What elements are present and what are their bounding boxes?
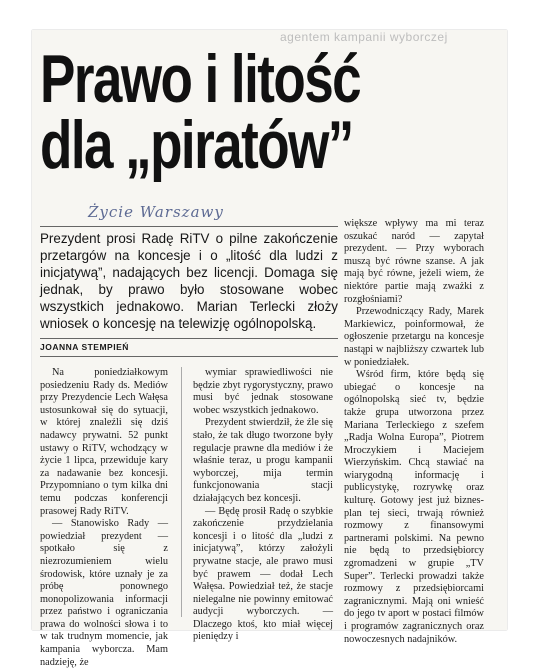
byline-rule [40,338,338,339]
handwritten-source-note: Życie Warszawy [88,203,224,221]
article-column-1 [40,367,168,669]
paragraph: — Stanowisko Rady — powiedział prezydent — spotkało się z niezrozumieniem wielu środowisk, które uznały je za próbę ponownego monopolizowania informacji przez państwo i ograniczania prawa do wolności słowa i to w tak trudnym momencie, jak kampania wyborcza. Mam nadzieję, że [40,518,168,668]
lead-top-rule [40,226,338,227]
paragraph: wymiar sprawiedliwości nie będzie zbyt rygorystyczny, prawo musi być jednak stosowane wobec wszystkich jednakowo. [193,367,333,416]
paragraph: Na poniedziałkowym posiedzeniu Rady ds. Mediów przy Prezydencie Lech Wałęsa ustosunkował się do sytuacji, w której znaleźli się dziś nadawcy prywatni. 52 punkt ustawy o RiTV, wchodzący w życie 1 lipca, przewiduje kary za nadawanie bez koncesji. Przypomniano o tym kilka dni temu podczas konferencji prasowej Rady RiTV. [40,367,168,517]
article-column-3 [344,218,484,646]
paragraph: większe wpływy ma mi teraz oszukać naród — zapytał prezydent. — Przy wyborach muszą być równe szanse. A jak mają być równe, jeżeli wiem, że niektóre partie mają zważki z rozgłośniami? [344,218,484,305]
byline: JOANNA STEMPIEŃ [40,342,129,352]
paragraph: Przewodniczący Rady, Marek Markiewicz, poinformował, że ogłoszenie przetargu na koncesje nastąpi w najbliższy czwartek lub w poniedziałek. [344,306,484,368]
faded-header-text: agentem kampanii wyborczej [280,30,448,44]
headline-line-2: dla „piratów” [40,107,353,183]
body-top-rule [40,356,338,357]
article-column-2 [193,367,333,644]
column-divider [181,367,182,617]
paragraph: Wśród firm, które będą się ubiegać o koncesje na ogólnopolską sieć tv, będzie także grupa utworzona przez Mariana Terleckiego z szefem „Radja Wolna Europa”, Piotrem Mroczykiem i Maciejem Wierzyńskim. Chcą stawiać na wiarygodną informację i publicystykę, rozrywkę oraz kulturę. Gotowy jest już biznes-plan tej sieci, trwają również rozmowy z finansowymi partnerami polskimi. Na pewno nie będą to przedsiębiorcy zgromadzeni w grupie „TV Super”. Terlecki prowadzi także rozmowy z przedsiębiorcami zagranicznymi. Mają oni wnieść do jego tv aport w postaci filmów i programów zagranicznych oraz nowoczesnych nadajników. [344,369,484,645]
headline-line-1: Prawo i litość [40,41,361,117]
paragraph: Prezydent stwierdził, że źle się stało, że tak długo tworzone były regulacje prawne dla mediów i że właśnie teraz, u progu kampanii wyborczej, mija termin funkcjonowania stacji działających bez koncesji. [193,417,333,504]
paragraph: — Będę prosił Radę o szybkie zakończenie przydzielania koncesji i o litość dla „ludzi z inicjatywą”, którzy założyli prywatne stacje, ale prawo musi być prawem — dodał Lech Wałęsa. Powiedział też, że stacje nielegalne nie powinny emitować audycji wyborczych. — Dlaczego ktoś, kto miał więcej pieniędzy i [193,505,333,643]
article-headline [40,41,399,183]
article-lead: Prezydent prosi Radę RiTV o pilne zakończenie przetargów na koncesje i o „litość dla ludzi z inicjatywą”, nadających bez licencji. Domaga się jednak, by prawo było stosowane wobec wszystkich jednakowo. Marian Terlecki złoży wniosek o koncesję na telewizję ogólnopolską. [40,231,338,331]
